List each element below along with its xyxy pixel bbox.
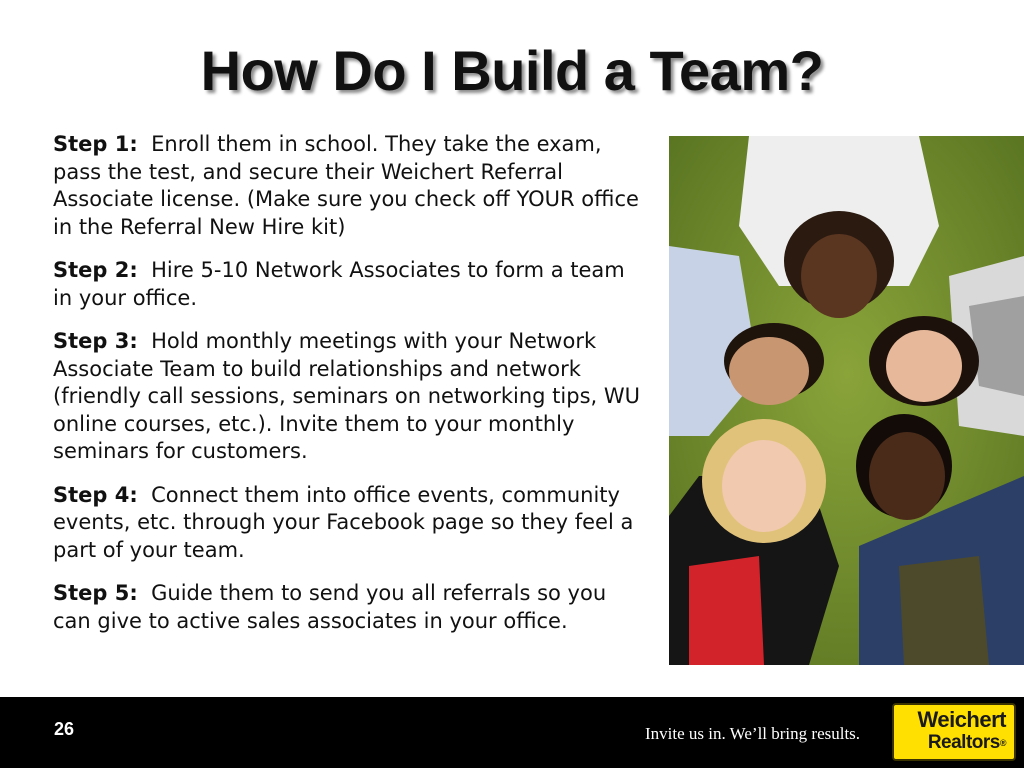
step-text: Guide them to send you all referrals so you can give to active sales associates in your office. — [53, 581, 607, 633]
step-text: Connect them into office events, community events, etc. through your Facebook page so they feel a part of your team. — [53, 482, 634, 562]
step-text: Enroll them in school. They take the exam, pass the test, and secure their Weichert Referral Associate license. (Make sure you check off YOUR office in the Referral New Hire kit) — [53, 132, 639, 239]
step-label: Step 2: — [53, 258, 138, 282]
step-text: Hold monthly meetings with your Network Associate Team to build relationships and network (friendly call sessions, seminars on networking tips, WU online courses, etc.). Invite them to your monthly seminars for customers. — [53, 329, 641, 463]
logo-line-2 — [894, 732, 1006, 754]
logo-line-1: Weichert — [917, 707, 1006, 732]
steps-list — [53, 131, 643, 651]
step-label: Step 4: — [53, 482, 138, 507]
step-3 — [53, 328, 643, 466]
logo-line-2-text: Realtors — [927, 732, 1000, 753]
team-photo — [669, 136, 1024, 665]
step-4 — [53, 482, 643, 565]
page-number: 26 — [54, 719, 75, 739]
registered-mark: ® — [999, 738, 1006, 748]
step-label: Step 1: — [53, 132, 138, 156]
footer-bar — [0, 697, 1024, 768]
step-2 — [53, 257, 643, 312]
weichert-logo — [892, 703, 1016, 761]
step-label: Step 3: — [53, 329, 138, 353]
step-label: Step 5: — [53, 581, 138, 605]
step-1 — [53, 131, 643, 241]
slide-title: How Do I Build a Team? — [200, 39, 824, 102]
team-photo-illustration — [669, 136, 1024, 665]
step-text: Hire 5-10 Network Associates to form a team in your office. — [53, 258, 625, 310]
tagline: Invite us in. We’ll bring results. — [645, 724, 861, 743]
step-5 — [53, 580, 643, 635]
